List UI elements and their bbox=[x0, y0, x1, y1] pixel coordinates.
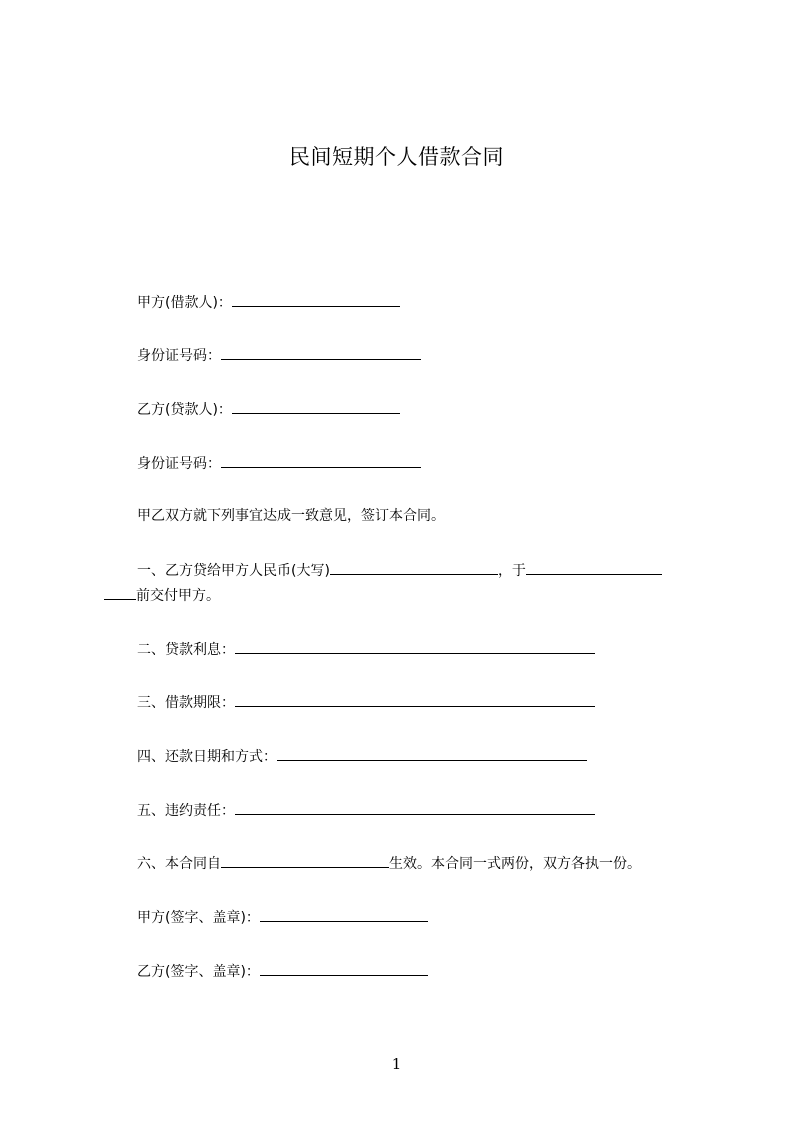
signature-a-blank[interactable] bbox=[260, 906, 428, 922]
clause-1-text-c: 前交付甲方。 bbox=[136, 588, 220, 604]
clause-4-label: 四、还款日期和方式： bbox=[137, 749, 277, 765]
liability-blank[interactable] bbox=[235, 799, 595, 815]
interest-blank[interactable] bbox=[235, 638, 595, 654]
clause-1-text-a: 一、乙方贷给甲方人民币(大写) bbox=[137, 563, 330, 579]
party-a-label: 甲方(借款人)： bbox=[137, 295, 232, 311]
party-a-id-blank[interactable] bbox=[221, 344, 421, 360]
signature-a-label: 甲方(签字、盖章)： bbox=[137, 910, 260, 926]
party-b-name-blank[interactable] bbox=[232, 398, 400, 414]
signature-b-label: 乙方(签字、盖章)： bbox=[137, 964, 260, 980]
party-a-line bbox=[137, 291, 400, 313]
clause-5-label: 五、违约责任： bbox=[137, 803, 235, 819]
clause-6-line bbox=[137, 852, 641, 874]
party-a-id-label: 身份证号码： bbox=[137, 348, 221, 364]
delivery-date-blank[interactable] bbox=[526, 559, 662, 575]
document-title: 民间短期个人借款合同 bbox=[289, 145, 504, 169]
effective-date-blank[interactable] bbox=[221, 852, 389, 868]
loan-term-blank[interactable] bbox=[235, 691, 595, 707]
party-b-id-label: 身份证号码： bbox=[137, 456, 221, 472]
signature-b-line bbox=[137, 960, 428, 982]
clause-6-text-a: 六、本合同自 bbox=[137, 856, 221, 872]
clause-3-label: 三、借款期限： bbox=[137, 695, 235, 711]
repayment-blank[interactable] bbox=[277, 745, 587, 761]
delivery-date-blank-continued[interactable] bbox=[104, 584, 136, 600]
clause-1-line-1 bbox=[137, 559, 662, 581]
party-b-id-blank[interactable] bbox=[221, 452, 421, 468]
clause-2-label: 二、贷款利息： bbox=[137, 642, 235, 658]
clause-1-text-b: ，于 bbox=[497, 563, 526, 579]
loan-amount-blank[interactable] bbox=[330, 559, 498, 575]
clause-3-line bbox=[137, 691, 595, 713]
party-b-line bbox=[137, 398, 400, 420]
page-number: 1 bbox=[391, 1055, 402, 1073]
party-b-id-line bbox=[137, 452, 421, 474]
intro-text: 甲乙双方就下列事宜达成一致意见，签订本合同。 bbox=[137, 508, 445, 524]
party-a-id-line bbox=[137, 344, 421, 366]
clause-5-line bbox=[137, 799, 595, 821]
signature-b-blank[interactable] bbox=[260, 960, 428, 976]
signature-a-line bbox=[137, 906, 428, 928]
clause-6-text-b: 生效。本合同一式两份，双方各执一份。 bbox=[389, 856, 641, 872]
clause-2-line bbox=[137, 638, 595, 660]
party-a-name-blank[interactable] bbox=[232, 291, 400, 307]
party-b-label: 乙方(贷款人)： bbox=[137, 402, 232, 418]
clause-1-line-2 bbox=[104, 584, 220, 606]
clause-4-line bbox=[137, 745, 587, 767]
